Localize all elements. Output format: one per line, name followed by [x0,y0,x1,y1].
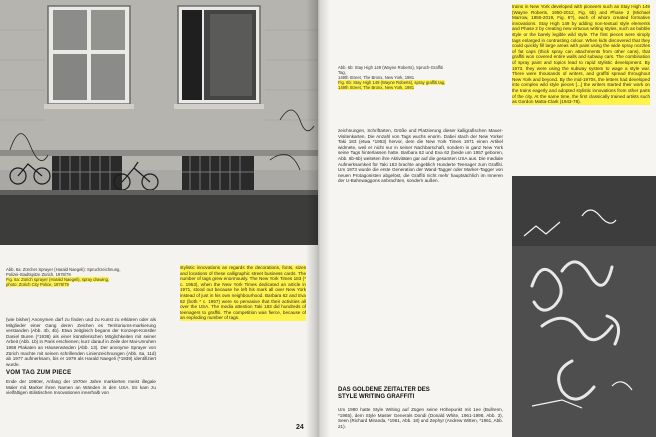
section-heading: VOM TAG ZUM PIECE [6,370,72,377]
figure-caption-right [338,65,448,90]
left-page [0,0,318,437]
caption-line-1: Abb. 6b: Stay High 149 (Wayne Roberts), Spruch-Graffiti Tag, [338,65,443,75]
caption-line-2: Polizei-Stadtspitze Zürich, 1978/79 [6,272,71,277]
caption-highlight-2: photo: Zürich City Police, 1978/79 [6,282,69,287]
page-number: 24 [296,424,304,431]
caption-line-2: 149th Street, The Bronx, New York, 1981 [338,75,415,80]
german-paragraph-2: Ende der 1960er, Anfang der 1970er Jahre markierten meist illegale Maler mit Marker ihren Namen an Wänden in den USA. Es kam zu vielfältigen stilistischen Innovationen innerhalb von [6,378,156,396]
english-column-right [512,4,650,107]
caption-highlight-2: 149th Street, The Bronx, New York, 1981 [338,85,415,90]
german-column-right [338,128,503,186]
heading-line-2: STYLE WRITING GRAFFITI [338,394,415,400]
german-paragraph-3: Um 1980 hatte Style Writing auf Zügen seine Höhepunkt mit 1ee (Bullrenn, *1965), dem Style Master Generals Dondi (Donald White, 1961-1998, Abb. 3), Seen (Richard Miranda, *1961, Abb. 18) und Zephyr (Andrew Witten, *1961, Abb. 21). [338,407,503,429]
figure-caption-left [6,267,126,287]
german-paragraph: zeichnungen, Schriftarten, Größe und Platzierung dieser kalligrafischen Mauer-Visitenkarten. Die Anzahl von Tags wuchs enorm. Dabei stach der New Yorker Taki 183 (etwa *1953) hervor, dem die New York Times 1971 einen Artikel widmete, weil er nicht nur in seiner Nachbarschaft, sondern in ganz New York seine Tags hinterlassen hatte. Barbara 62 und Eva 62 (beide um 1957 geboren, Abb. 6b-6b) weiteten ihre Aktivitäten gar auf die gesamten USA aus. Die mediale Aufmerksamkeit für Taki 183 brachte angeblich Hunderte Teenager zum Graffiti. Um 1973 wurde die erste Generation der Wand-Tagger oder Marker-Tagger von neuen Protagonisten abgelöst, die Graffiti nicht mehr hauptsächlich im Inneren der U-Bahnwaggons anbrachten, sondern außen. [338,128,503,184]
caption-highlight-1: Fig. 6b: Stay High 149 (Wayne Roberts), spray graffiti tag, [338,80,446,85]
zurich-facade-photo [0,0,318,245]
english-paragraph: trains in New York developed with pioneers such as Stay High 149 (Wayne Roberts, 1950-2012, Fig. 6b) and Phase 2 (Michael Marrow, 1955-2019, Fig. 8?), each of whom created formative innovations. Stay High 149 by adding non-textual style elements and Phase 2 by creating new virtuous writing styles, such as bubble style or the barely legible wild style. The first pieces were simply tags enlarged in contrasting colour. When kids discovered that they could quickly fill large areas with paint using the wide spray nozzles of fat caps (thick spray can attachments from other cans), that graffiti won covered entire walls and subway cars. The combination of spray paint and topics lead to rapid stylistic development. By 1973, they were using the subway system to wage a style war. There were thousands of writers, and graffiti spread throughout New York and beyond. By the mid-1970s, the letters had developed into complex wild style pieces [...] the writers started their work on the trains eagerly and adopted stylistic innovations from other parts of the city. At the same time, the first classically trained artists such as Gordon Matta-Clark (1943-78). [512,4,650,105]
caption-line-1: Abb. 6a: Zürcher Sprayer (Harald Naegeli): Spruchzeichnung, [6,267,121,272]
section-heading-golden-age [338,387,498,401]
german-paragraph: (wie bisher) Anonymen darf zu finden und zu Kunst zu erklären oder als Mitglieder einer Gang deren Zeichen es Territoriums-markierung verstanden (Abb. 4b, 4b). Etwa zeitgleich begann der Konzept-Künstler Daniel Buren (*1938) als einer künstlerischen Möglichkeiten mit seiner Arbeit (Abb. 1b) in Paris erschienen; kurz darauf in Zeile der Mai-Unruhen 1968 Plakaten an Häuserwänden (Abb. 13). Der anonyme Sprayer von Zürich machte mit seinen schrillenden Linienzeichnungen (Abb. 6a, 11d) ab 1977 aufmerksam, bis er 1979 als Harald Naegeli (*1939) identifiziert wurde. [6,317,156,367]
caption-highlight-1: Fig. 6a: Zürich sprayer (Harald Naegeli), spray drawing, [6,277,110,282]
graffiti-wall-photo [512,176,656,437]
german-column-left [6,317,156,398]
heading-line-1: DAS GOLDENE ZEITALTER DES [338,387,430,393]
english-paragraph: stylistic innovations as regards the decorations, fonts, sizes and locations of these calligraphic street business cards. The number of tags grew enormously. The New York Times 183 (* c. 1953), when the New York Times dedicated an article in 1971, stood out because he left his mark all over New York instead of just in his own neighbourhood. Barbara 62 and Eva 62 (both * c. 1957) were so pervasive that their activities all over the USA. The media attention Taki 183 did hundreds of teenagers to graffiti. The competition was fierce, because of an exploding number of tags. [180,265,306,321]
english-column-left [180,265,306,323]
german-column-right-bottom [338,407,503,431]
